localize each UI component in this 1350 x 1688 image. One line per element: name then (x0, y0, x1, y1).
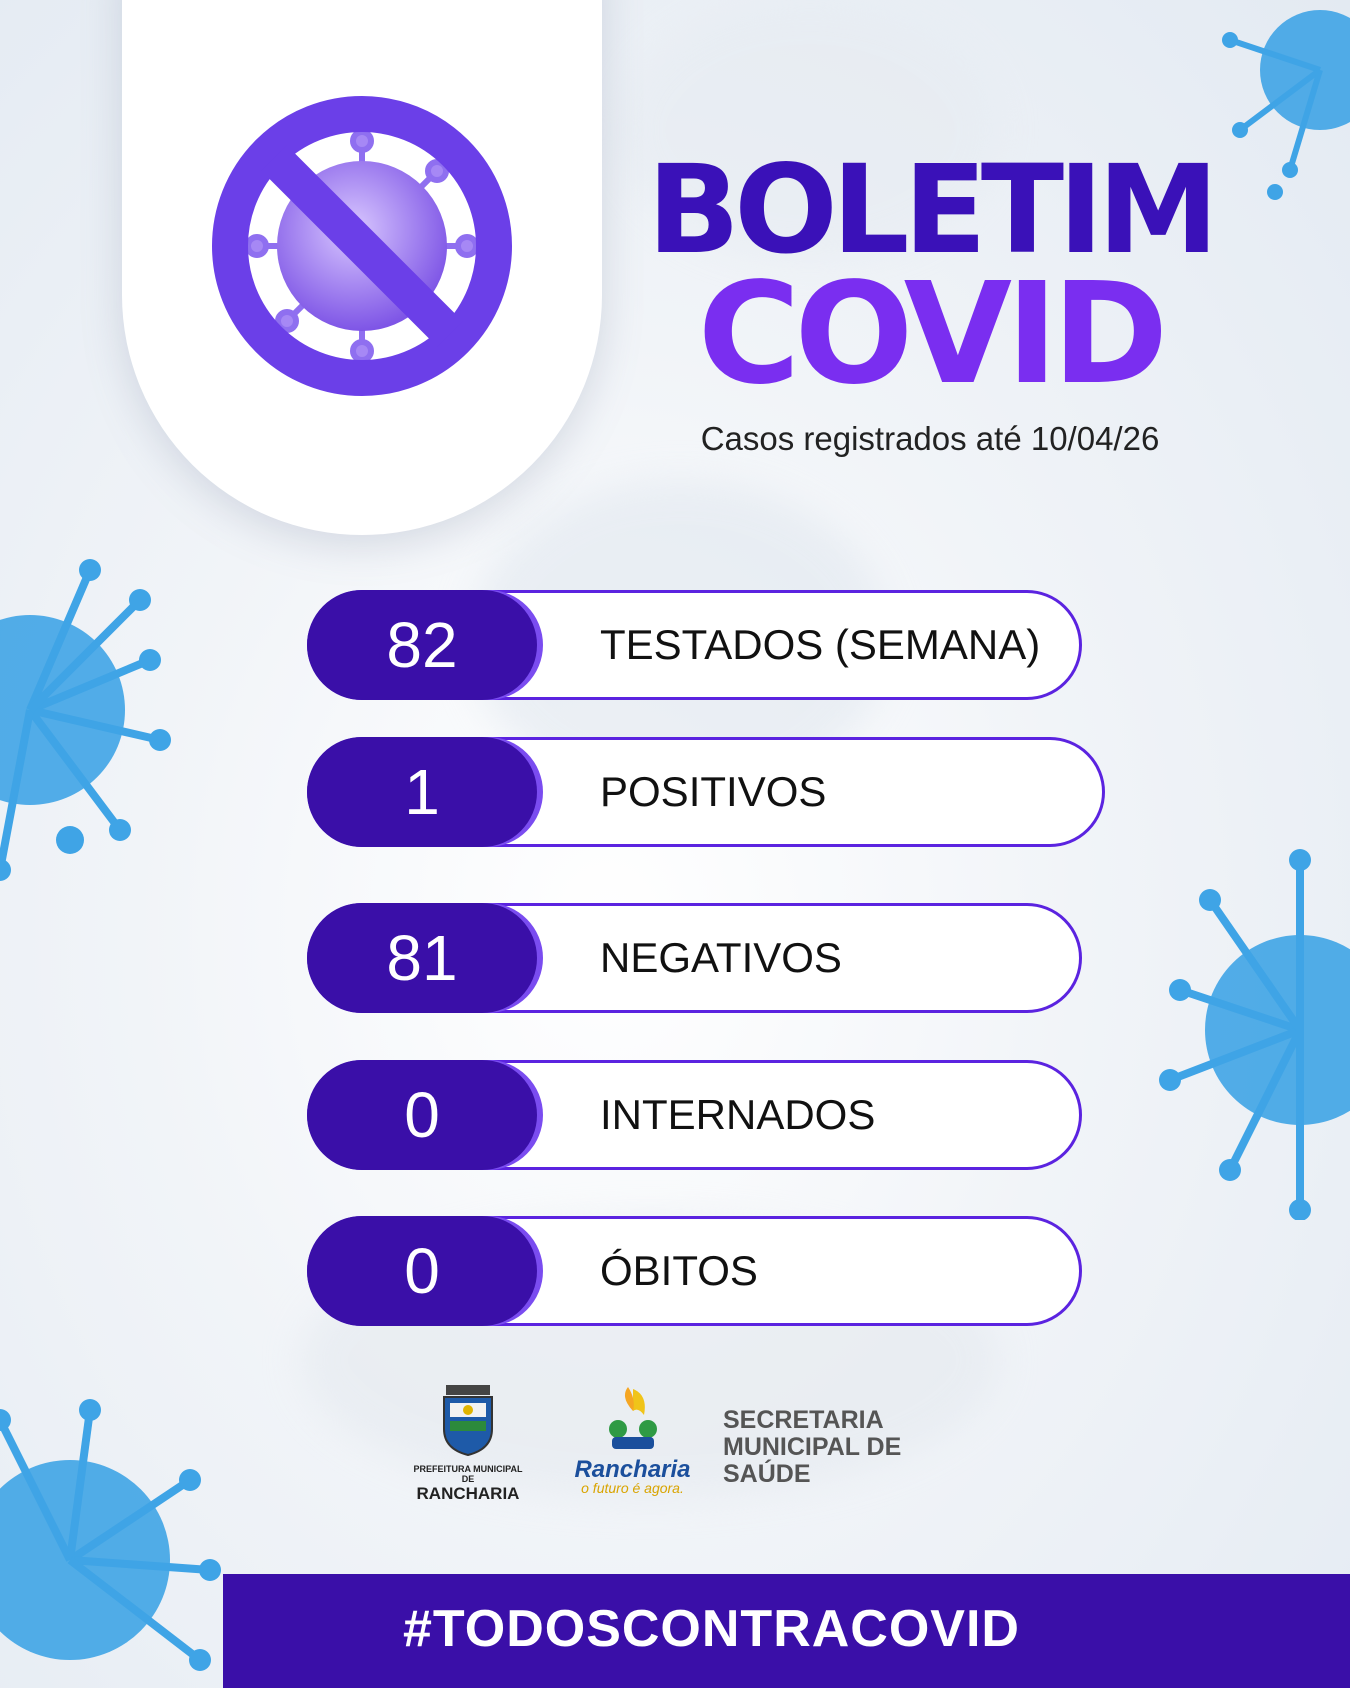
secretaria-text (723, 1407, 901, 1488)
brand-slogan: o futuro é agora. (581, 1480, 684, 1496)
footer-banner (223, 1574, 1350, 1688)
stat-value: 81 (307, 903, 537, 1013)
stat-value: 82 (307, 590, 537, 700)
bird-logo-icon (598, 1385, 668, 1451)
no-virus-icon (212, 96, 512, 396)
stat-label: ÓBITOS (600, 1247, 758, 1294)
secretaria-line: SECRETARIA (723, 1406, 884, 1434)
prefeitura-logo (408, 1385, 528, 1504)
page-title (600, 139, 1260, 416)
title-line2: COVID (697, 253, 1163, 416)
stat-value: 0 (307, 1216, 537, 1326)
stat-label: POSITIVOS (600, 768, 827, 815)
stat-row-internados (307, 1060, 1082, 1170)
stat-row-testados (307, 590, 1082, 700)
stat-label: TESTADOS (SEMANA) (600, 621, 1041, 668)
stat-label: NEGATIVOS (600, 934, 842, 981)
title-line1: BOLETIM (647, 139, 1213, 281)
stat-row-obitos (307, 1216, 1082, 1326)
logos-bar (0, 1385, 1350, 1505)
stat-value: 0 (307, 1060, 537, 1170)
rancharia-brand-logo (565, 1385, 700, 1496)
subtitle-date: Casos registrados até 10/04/26 (700, 420, 1160, 457)
prefeitura-caption: PREFEITURA MUNICIPAL DE (413, 1464, 523, 1484)
brand-name: Rancharia (574, 1456, 691, 1483)
prefeitura-name: RANCHARIA (416, 1484, 520, 1503)
coat-of-arms-icon (438, 1385, 498, 1457)
secretaria-line: MUNICIPAL DE (723, 1433, 902, 1461)
secretaria-line: SAÚDE (723, 1460, 811, 1488)
stat-value: 1 (307, 737, 537, 847)
virus-icon (1150, 840, 1350, 1220)
virus-icon (0, 540, 200, 900)
stat-row-positivos (307, 737, 1105, 847)
stat-row-negativos (307, 903, 1082, 1013)
stat-label: INTERNADOS (600, 1091, 876, 1138)
hashtag: #TODOSCONTRACOVID (403, 1600, 1020, 1658)
